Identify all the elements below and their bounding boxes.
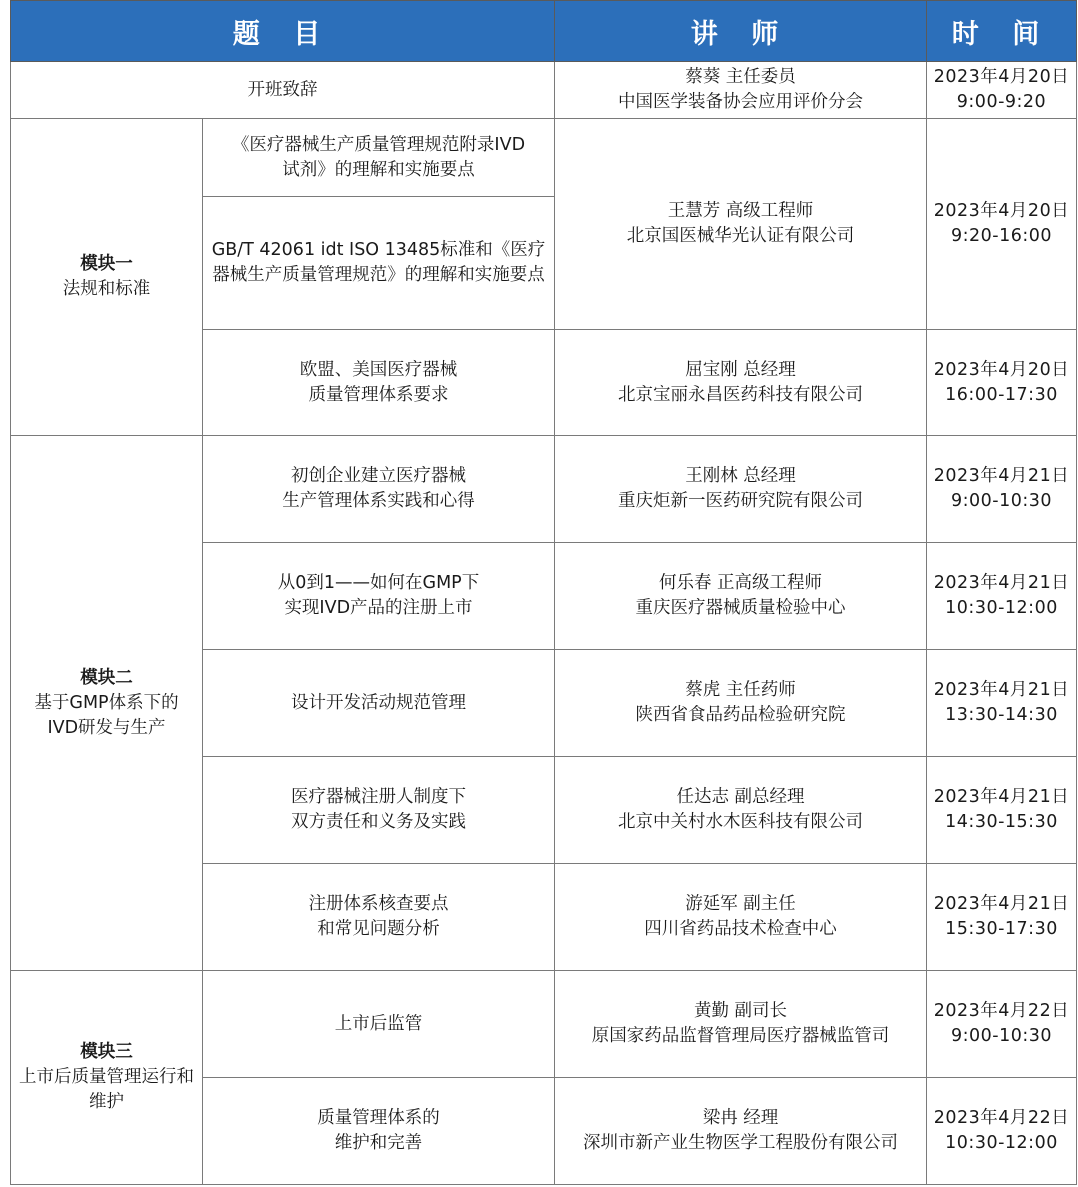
- topic-line: 和常见问题分析: [317, 919, 440, 939]
- table-row: [11, 971, 1077, 1078]
- session-date: 2023年4月21日: [933, 466, 1070, 486]
- topic-line: 医疗器械注册人制度下: [291, 787, 466, 807]
- session-topic: [203, 436, 555, 543]
- module-3-cell: [11, 971, 203, 1185]
- lecturer-name: 黄勤 副司长: [693, 1001, 788, 1021]
- lecturer-org: 北京中关村水木医科技有限公司: [618, 812, 863, 832]
- session-time: 10:30-12:00: [945, 1133, 1058, 1153]
- header-time: 时 间: [927, 1, 1077, 62]
- module-subtitle: 上市后质量管理运行和维护: [19, 1067, 194, 1112]
- lecturer-org: 中国医学装备协会应用评价分会: [618, 92, 863, 112]
- session-date: 2023年4月21日: [933, 680, 1070, 700]
- time-cell: [927, 543, 1077, 650]
- topic-line: 生产管理体系实践和心得: [282, 491, 475, 511]
- topic-line: 从0到1——如何在GMP下: [277, 573, 480, 593]
- session-topic: 《医疗器械生产质量管理规范附录IVD试剂》的理解和实施要点: [203, 119, 555, 197]
- session-date: 2023年4月21日: [933, 894, 1070, 914]
- module-name: 模块二: [80, 667, 133, 688]
- table-row: [11, 62, 1077, 119]
- topic-line: 质量管理体系要求: [308, 384, 449, 405]
- session-date: 2023年4月20日: [933, 359, 1070, 380]
- lecturer-org: 四川省药品技术检查中心: [644, 919, 837, 939]
- session-topic: GB/T 42061 idt ISO 13485标准和《医疗器械生产质量管理规范》的理解和实施要点: [203, 197, 555, 330]
- time-cell: [927, 864, 1077, 971]
- lecturer-cell: [555, 864, 927, 971]
- session-date: 2023年4月20日: [933, 67, 1070, 87]
- session-date: 2023年4月21日: [933, 787, 1070, 807]
- session-time: 10:30-12:00: [945, 598, 1058, 618]
- lecturer-cell: [555, 62, 927, 119]
- session-topic: [203, 330, 555, 436]
- topic-line: 设计开发活动规范管理: [291, 692, 466, 713]
- header-row: [11, 1, 1077, 62]
- lecturer-cell: [555, 1078, 927, 1185]
- time-cell: [927, 119, 1077, 330]
- session-date: 2023年4月20日: [933, 201, 1070, 221]
- topic-line: 质量管理体系的: [317, 1108, 440, 1128]
- module-subtitle: 法规和标准: [62, 279, 151, 299]
- topic-line: 注册体系核查要点: [308, 894, 449, 914]
- session-date: 2023年4月22日: [933, 1001, 1070, 1021]
- session-time: 9:00-10:30: [950, 1026, 1053, 1046]
- topic-line: 欧盟、美国医疗器械: [299, 359, 458, 380]
- session-time: 9:00-10:30: [950, 491, 1053, 511]
- session-date: 2023年4月21日: [933, 573, 1070, 593]
- lecturer-cell: [555, 757, 927, 864]
- session-topic: [203, 971, 555, 1078]
- session-topic: [203, 650, 555, 757]
- topic-line: 双方责任和义务及实践: [291, 812, 466, 832]
- module-1-cell: [11, 119, 203, 436]
- lecturer-cell: [555, 436, 927, 543]
- session-topic: [203, 543, 555, 650]
- time-cell: [927, 436, 1077, 543]
- session-topic: [203, 757, 555, 864]
- opening-topic: 开班致辞: [11, 62, 555, 119]
- session-time: 9:00-9:20: [956, 92, 1047, 112]
- lecturer-cell: [555, 543, 927, 650]
- lecturer-org: 北京宝丽永昌医药科技有限公司: [618, 384, 863, 405]
- lecturer-name: 蔡虎 主任药师: [685, 680, 796, 700]
- topic-line: 实现IVD产品的注册上市: [284, 598, 473, 618]
- module-name: 模块一: [80, 254, 133, 274]
- lecturer-name: 游延军 副主任: [685, 894, 796, 914]
- header-lecturer: 讲 师: [555, 1, 927, 62]
- lecturer-cell: [555, 971, 927, 1078]
- session-time: 16:00-17:30: [945, 384, 1058, 405]
- session-time: 13:30-14:30: [945, 705, 1058, 725]
- lecturer-org: 陕西省食品药品检验研究院: [635, 705, 846, 725]
- topic-line: 初创企业建立医疗器械: [291, 466, 466, 486]
- lecturer-org: 重庆医疗器械质量检验中心: [635, 598, 846, 618]
- lecturer-name: 梁冉 经理: [702, 1108, 779, 1128]
- lecturer-cell: [555, 650, 927, 757]
- session-topic: [203, 864, 555, 971]
- topic-line: 上市后监管: [334, 1013, 423, 1034]
- lecturer-org: 深圳市新产业生物医学工程股份有限公司: [583, 1133, 898, 1153]
- module-name: 模块三: [80, 1042, 133, 1062]
- lecturer-org: 重庆炬新一医药研究院有限公司: [618, 491, 863, 511]
- lecturer-name: 蔡葵 主任委员: [685, 67, 796, 87]
- session-time: 14:30-15:30: [945, 812, 1058, 832]
- lecturer-org: 北京国医械华光认证有限公司: [626, 226, 855, 246]
- time-cell: [927, 330, 1077, 436]
- lecturer-name: 屈宝刚 总经理: [685, 359, 796, 380]
- time-cell: [927, 757, 1077, 864]
- session-topic: [203, 1078, 555, 1185]
- time-cell: [927, 62, 1077, 119]
- time-cell: [927, 1078, 1077, 1185]
- lecturer-name: 王慧芳 高级工程师: [667, 201, 814, 221]
- topic-line: 维护和完善: [334, 1133, 423, 1153]
- session-time: 9:20-16:00: [950, 226, 1053, 246]
- schedule-table: [10, 0, 1077, 1185]
- lecturer-cell: [555, 119, 927, 330]
- lecturer-name: 王刚林 总经理: [685, 466, 796, 486]
- header-topic: 题 目: [11, 1, 555, 62]
- time-cell: [927, 650, 1077, 757]
- table-row: [11, 436, 1077, 543]
- lecturer-cell: [555, 330, 927, 436]
- table-row: [11, 119, 1077, 197]
- module-2-cell: [11, 436, 203, 971]
- module-subtitle: 基于GMP体系下的IVD研发与生产: [34, 692, 179, 738]
- lecturer-org: 原国家药品监督管理局医疗器械监管司: [591, 1026, 890, 1046]
- time-cell: [927, 971, 1077, 1078]
- session-time: 15:30-17:30: [945, 919, 1058, 939]
- session-date: 2023年4月22日: [933, 1108, 1070, 1128]
- lecturer-name: 任达志 副总经理: [676, 787, 805, 807]
- lecturer-name: 何乐春 正高级工程师: [658, 573, 823, 593]
